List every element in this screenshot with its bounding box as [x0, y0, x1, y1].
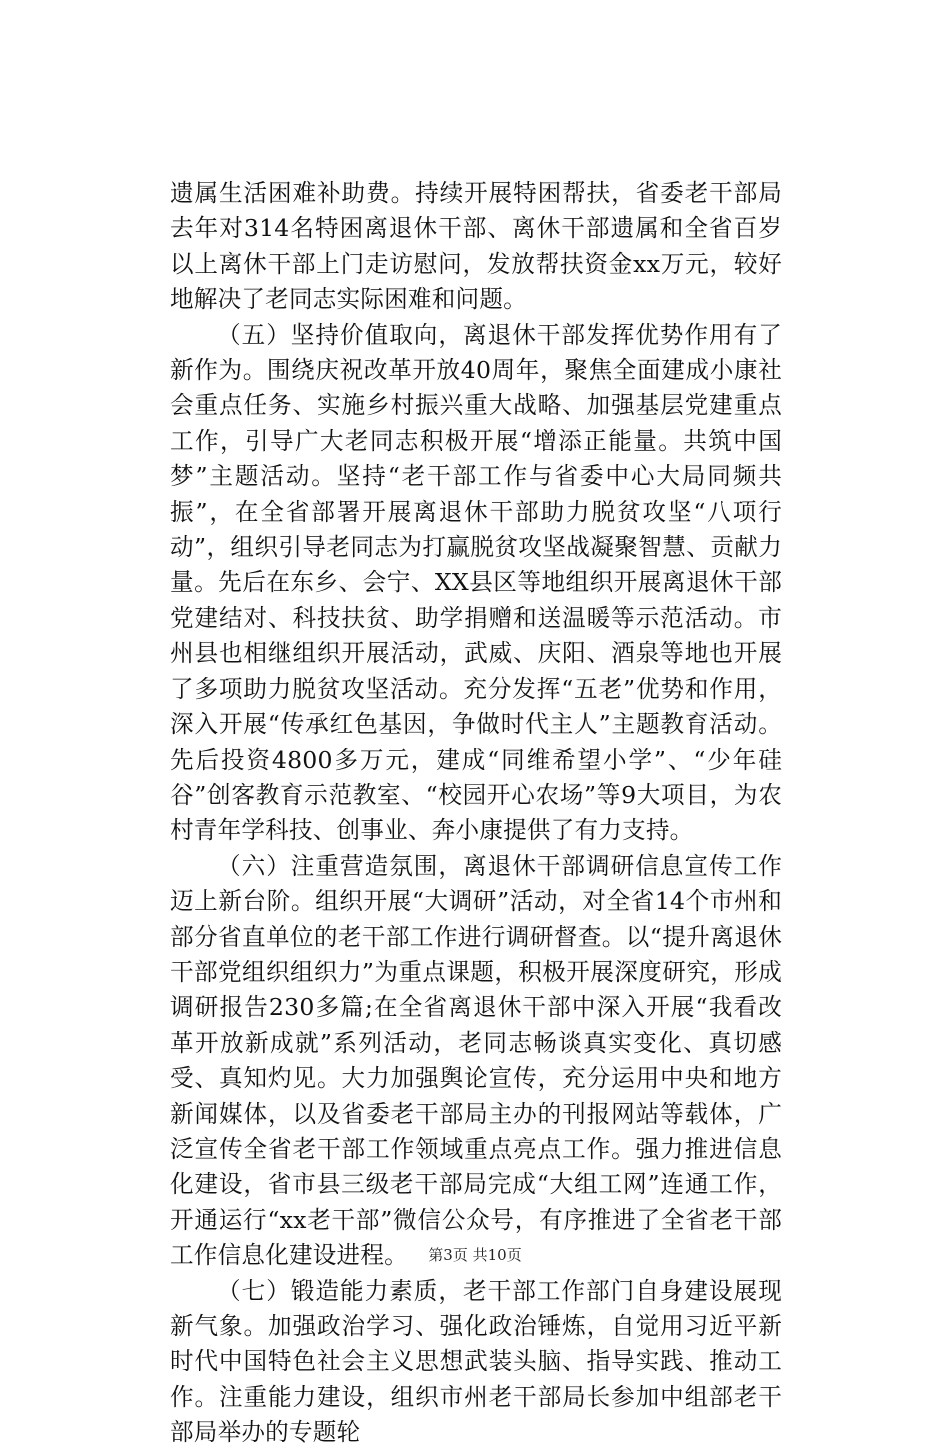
paragraph-section-6: （六）注重营造氛围，离退休干部调研信息宣传工作迈上新台阶。组织开展“大调研”活动，对全省14个市州和部分省直单位的老干部工作进行调研督查。以“提升离退休干部党组织组织力”为重点课题，积极开展深度研究，形成调研报告230多篇;在全省离退休干部中深入开展“我看改革开放新成就”系列活动，老同志畅谈真实变化、真切感受、真知灼见。大力加强舆论宣传，充分运用中央和地方新闻媒体，以及省委老干部局主办的刊报网站等载体，广泛宣传全省老干部工作领域重点亮点工作。强力推进信息化建设，省市县三级老干部局完成“大组工网”连通工作，开通运行“xx老干部”微信公众号，有序推进了全省老干部工作信息化建设进程。 — [170, 851, 782, 1270]
paragraph-section-7: （七）锻造能力素质，老干部工作部门自身建设展现新气象。加强政治学习、强化政治锤炼，自觉用习近平新时代中国特色社会主义思想武装头脑、指导实践、推动工作。注重能力建设，组织市州老干部局长参加中组部老干部局举办的专题轮 — [170, 1276, 782, 1447]
paragraph-continuation: 遗属生活困难补助费。持续开展特困帮扶，省委老干部局去年对314名特困离退休干部、离休干部遗属和全省百岁以上离休干部上门走访慰问，发放帮扶资金xx万元，较好地解决了老同志实际困难和问题。 — [170, 179, 782, 314]
page-footer: 第3页 共10页 — [428, 1246, 522, 1264]
paragraph-section-5: （五）坚持价值取向，离退休干部发挥优势作用有了新作为。围绕庆祝改革开放40周年，聚焦全面建成小康社会重点任务、实施乡村振兴重大战略、加强基层党建重点工作，引导广大老同志积极开展“增添正能量。共筑中国梦”主题活动。坚持“老干部工作与省委中心大局同频共振”，在全省部署开展离退休干部助力脱贫攻坚“八项行动”，组织引导老同志为打赢脱贫攻坚战凝聚智慧、贡献力量。先后在东乡、会宁、XX县区等地组织开展离退休干部党建结对、科技扶贫、助学捐赠和送温暖等示范活动。市州县也相继组织开展活动，武威、庆阳、酒泉等地也开展了多项助力脱贫攻坚活动。充分发挥“五老”优势和作用，深入开展“传承红色基因，争做时代主人”主题教育活动。先后投资4800多万元，建成“同维希望小学”、“少年硅谷”创客教育示范教室、“校园开心农场”等9大项目，为农村青年学科技、创事业、奔小康提供了有力支持。 — [170, 320, 782, 845]
